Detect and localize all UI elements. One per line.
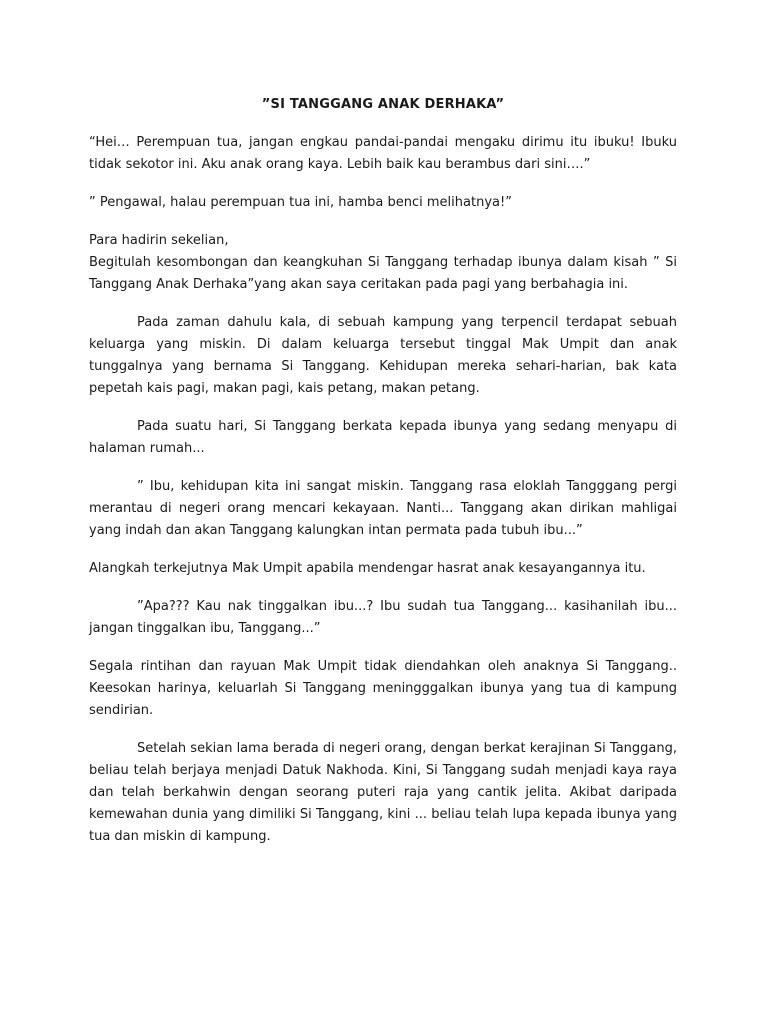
paragraph-10: Segala rintihan dan rayuan Mak Umpit tidak diendahkan oleh anaknya Si Tanggang.. Keesokan harinya, keluarlah Si Tanggang meningggalkan ibunya yang tua di kampung sendirian.	[89, 659, 677, 718]
paragraph-8: Alangkah terkejutnya Mak Umpit apabila mendengar hasrat anak kesayangannya itu.	[89, 561, 646, 576]
paragraph-11: Setelah sekian lama berada di negeri orang, dengan berkat kerajinan Si Tanggang, beliau telah berjaya menjadi Datuk Nakhoda. Kini, Si Tanggang sudah menjadi kaya raya dan telah berkahwin dengan seorang puteri raja yang cantik jelita. Akibat daripada kemewahan dunia yang dimiliki Si Tanggang, kini ... beliau telah lupa kepada ibunya yang tua dan miskin di kampung.	[89, 741, 677, 844]
paragraph-4: Begitulah kesombongan dan keangkuhan Si Tanggang terhadap ibunya dalam kisah ” Si Tanggang Anak Derhaka”yang akan saya ceritakan pada pagi yang berbahagia ini.	[89, 255, 677, 292]
paragraph-9: ”Apa??? Kau nak tinggalkan ibu...? Ibu sudah tua Tanggang... kasihanilah ibu... jangan tinggalkan ibu, Tanggang...”	[89, 599, 677, 636]
paragraph-5: Pada zaman dahulu kala, di sebuah kampung yang terpencil terdapat sebuah keluarga yang miskin. Di dalam keluarga tersebut tinggal Mak Umpit dan anak tunggalnya yang bernama Si Tanggang. Kehidupan mereka sehari-harian, bak kata pepetah kais pagi, makan pagi, kais petang, makan petang.	[89, 315, 677, 396]
paragraph-3: Para hadirin sekelian,	[89, 233, 229, 248]
paragraph-2: ” Pengawal, halau perempuan tua ini, hamba benci melihatnya!”	[89, 195, 512, 210]
paragraph-6: Pada suatu hari, Si Tanggang berkata kepada ibunya yang sedang menyapu di halaman rumah...	[89, 419, 677, 456]
paragraph-7: ” Ibu, kehidupan kita ini sangat miskin. Tanggang rasa eloklah Tangggang pergi merantau di negeri orang mencari kekayaan. Nanti... Tanggang akan dirikan mahligai yang indah dan akan Tanggang kalungkan intan permata pada tubuh ibu...”	[89, 479, 677, 538]
document-page	[89, 94, 677, 864]
paragraph-1: “Hei… Perempuan tua, jangan engkau pandai-pandai mengaku dirimu itu ibuku! Ibuku tidak sekotor ini. Aku anak orang kaya. Lebih baik kau berambus dari sini….”	[89, 135, 677, 172]
document-title: ”SI TANGGANG ANAK DERHAKA”	[261, 97, 505, 112]
